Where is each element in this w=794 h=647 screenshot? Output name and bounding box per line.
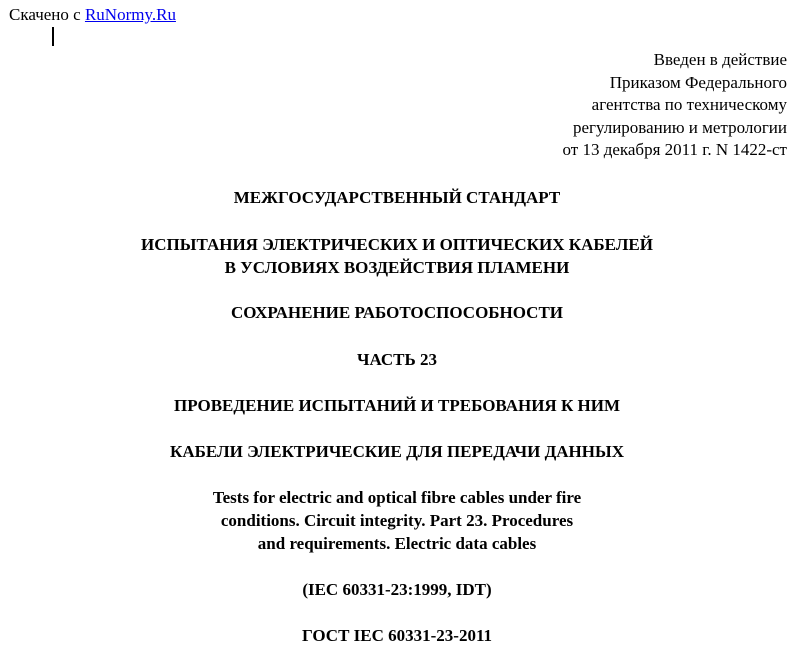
enactment-line: Введен в действие <box>653 50 787 69</box>
main-title-line: ИСПЫТАНИЯ ЭЛЕКТРИЧЕСКИХ И ОПТИЧЕСКИХ КАБЕЛЕЙ <box>141 235 653 254</box>
english-title-line: Tests for electric and optical fibre cables under fire <box>212 488 582 507</box>
runormy-link[interactable]: RuNormy.Ru <box>84 5 176 24</box>
text-cursor <box>52 27 54 46</box>
cables-heading: КАБЕЛИ ЭЛЕКТРИЧЕСКИЕ ДЛЯ ПЕРЕДАЧИ ДАННЫХ <box>170 442 624 461</box>
download-source-prefix: Скачено с <box>9 5 85 24</box>
part-heading: ЧАСТЬ 23 <box>356 350 437 369</box>
iec-reference: (IEC 60331-23:1999, IDT) <box>302 580 492 599</box>
enactment-line: регулированию и метрологии <box>572 117 787 137</box>
procedures-heading: ПРОВЕДЕНИЕ ИСПЫТАНИЙ И ТРЕБОВАНИЯ К НИМ <box>173 396 621 415</box>
download-source-line <box>9 5 176 25</box>
main-title-heading <box>0 233 794 279</box>
enactment-line: Приказом Федерального <box>609 72 787 92</box>
english-title-line: conditions. Circuit integrity. Part 23. Procedures <box>220 511 574 530</box>
enactment-line: от 13 декабря 2011 г. N 1422-ст <box>562 140 787 159</box>
standard-type-heading: МЕЖГОСУДАРСТВЕННЫЙ СТАНДАРТ <box>233 188 561 207</box>
gost-number: ГОСТ IEC 60331-23-2011 <box>301 626 493 645</box>
main-title-line: В УСЛОВИЯХ ВОЗДЕЙСТВИЯ ПЛАМЕНИ <box>224 258 570 277</box>
english-title-line: and requirements. Electric data cables <box>257 534 537 553</box>
enactment-line: агентства по техническому <box>591 95 787 114</box>
enactment-note <box>562 49 787 162</box>
english-title <box>0 486 794 555</box>
subtitle-heading: СОХРАНЕНИЕ РАБОТОСПОСОБНОСТИ <box>230 303 564 322</box>
